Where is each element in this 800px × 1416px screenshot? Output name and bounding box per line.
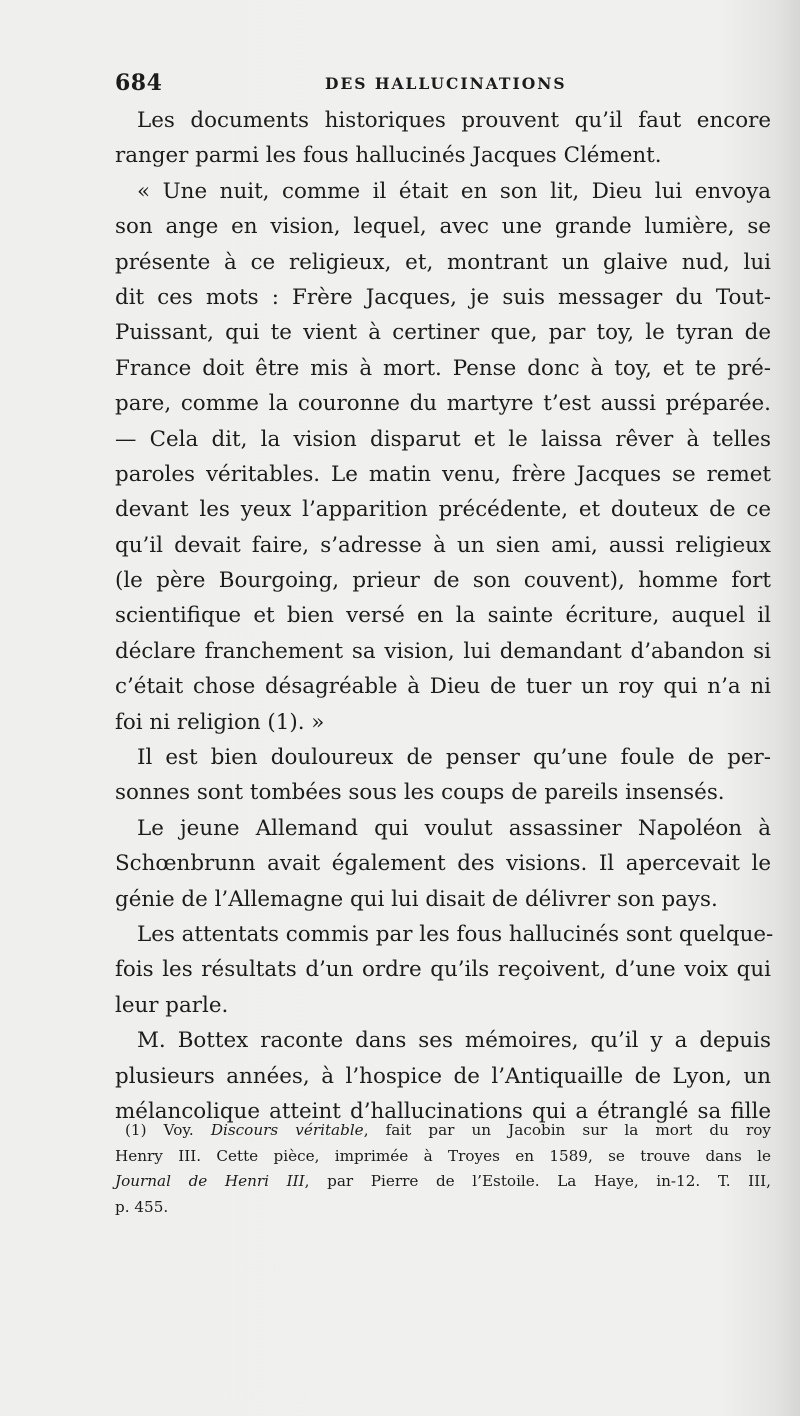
page-number: 684 xyxy=(115,70,163,96)
text-line: (le père Bourgoing, prieur de son couvent), homme fort xyxy=(115,568,771,594)
footnote-title: Discours véritable xyxy=(210,1121,364,1139)
footnote-line: Henry III. Cette pièce, imprimée à Troyes en 1589, se trouve dans le xyxy=(115,1146,771,1165)
text-line: génie de l’Allemagne qui lui disait de délivrer son pays. xyxy=(115,886,718,912)
text-line: Puissant, qui te vient à certiner que, par toy, le tyran de xyxy=(115,320,771,346)
text-line: « Une nuit, comme il était en son lit, Dieu lui envoya xyxy=(137,178,771,204)
body-text xyxy=(115,103,774,1129)
text-line: leur parle. xyxy=(115,992,229,1018)
text-line: ranger parmi les fous hallucinés Jacques Clément. xyxy=(115,143,662,169)
text-line: — Cela dit, la vision disparut et le laissa rêver à telles xyxy=(115,426,771,452)
text-line: France doit être mis à mort. Pense donc à toy, et te pré- xyxy=(115,355,771,381)
text-line: mélancolique atteint d’hallucinations qui a étranglé sa fille xyxy=(115,1098,771,1124)
text-line: fois les résultats d’un ordre qu’ils reçoivent, d’une voix qui xyxy=(115,957,771,983)
text-line: paroles véritables. Le matin venu, frère Jacques se remet xyxy=(115,461,771,487)
footnote xyxy=(115,1118,771,1220)
text-line: foi ni religion (1). » xyxy=(115,709,325,735)
text-line: présente à ce religieux, et, montrant un glaive nud, lui xyxy=(115,249,771,275)
footnote-line xyxy=(115,1169,771,1195)
footnote-text: , par Pierre de l’Estoile. La Haye, in-12. T. III, xyxy=(304,1172,771,1191)
footnote-line: p. 455. xyxy=(115,1197,169,1216)
text-line: Les attentats commis par les fous hallucinés sont quelque- xyxy=(137,921,774,947)
text-line: son ange en vision, lequel, avec une grande lumière, se xyxy=(115,214,771,240)
text-line: devant les yeux l’apparition précédente, et douteux de ce xyxy=(115,497,771,523)
text-line: plusieurs années, à l’hospice de l’Antiquaille de Lyon, un xyxy=(115,1063,771,1089)
text-line: Il est bien douloureux de penser qu’une foule de per- xyxy=(137,745,771,771)
text-line: c’était chose désagréable à Dieu de tuer un roy qui n’a ni xyxy=(115,674,771,700)
text-line: Schœnbrunn avait également des visions. Il apercevait le xyxy=(115,851,771,877)
footnote-text: Voy. xyxy=(146,1121,211,1139)
footnote-line xyxy=(115,1118,771,1144)
text-line: dit ces mots : Frère Jacques, je suis messager du Tout- xyxy=(115,284,771,310)
text-line: scientifique et bien versé en la sainte écriture, auquel il xyxy=(115,603,771,629)
footnote-text: , fait par un Jacobin sur la mort du roy xyxy=(363,1121,772,1139)
text-line: Les documents historiques prouvent qu’il faut encore xyxy=(137,108,771,133)
text-line: M. Bottex raconte dans ses mémoires, qu’il y a depuis xyxy=(137,1028,771,1054)
text-line: déclare franchement sa vision, lui demandant d’abandon si xyxy=(115,638,771,664)
page-header xyxy=(115,70,715,96)
footnote-marker: (1) xyxy=(125,1121,147,1139)
footnote-title: Journal de Henri III xyxy=(115,1172,305,1191)
text-line: qu’il devait faire, s’adresse à un sien ami, aussi religieux xyxy=(115,532,771,558)
text-line: sonnes sont tombées sous les coups de pareils insensés. xyxy=(115,780,725,806)
running-title: DES HALLUCINATIONS xyxy=(325,74,567,93)
text-line: pare, comme la couronne du martyre t’est aussi préparée. xyxy=(115,391,771,417)
text-line: Le jeune Allemand qui voulut assassiner Napoléon à xyxy=(137,815,771,841)
